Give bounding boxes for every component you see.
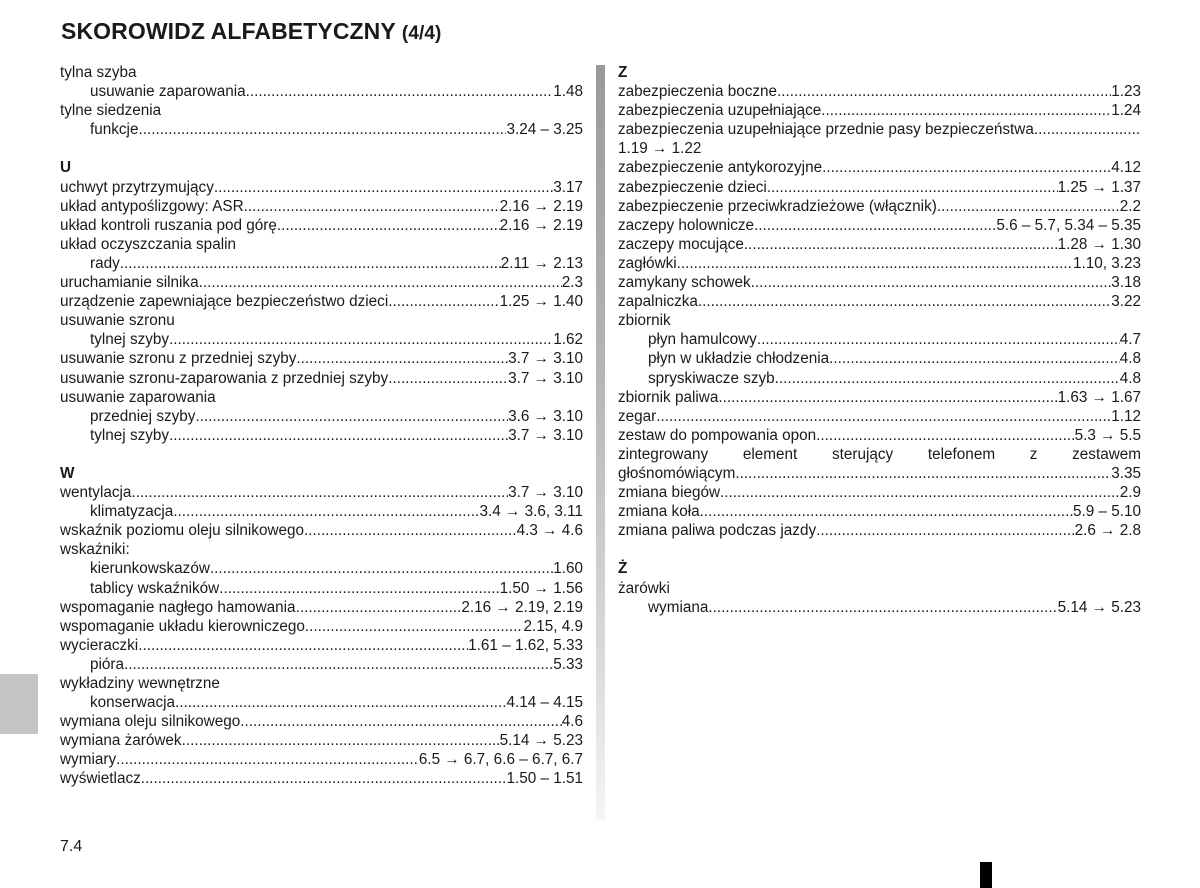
page-reference: 2.9 [1119, 484, 1141, 502]
entry-label: zmiana biegów [618, 484, 721, 502]
index-subentry [60, 655, 583, 674]
index-subentry [618, 369, 1141, 388]
entry-label: funkcje [90, 121, 139, 139]
page-reference: 4.12 [1111, 159, 1141, 177]
dot-leader [718, 388, 1057, 407]
index-entry [60, 178, 583, 197]
dot-leader [173, 502, 479, 521]
entry-label: zapalniczka [618, 293, 698, 311]
index-subentry [60, 120, 583, 139]
page-reference: 5.14 → 5.23 [1057, 598, 1141, 616]
dot-leader [131, 483, 508, 502]
index-entry [618, 464, 1141, 483]
page-reference: 3.7 → 3.10 [508, 350, 583, 368]
title-part: (4/4) [401, 23, 442, 44]
entry-label: głośnomówiącym [618, 464, 736, 482]
dot-leader [751, 273, 1112, 292]
page-reference: 2.16 → 2.19, 2.19 [461, 598, 583, 616]
index-entry [618, 254, 1141, 273]
page-reference: 2.3 [561, 274, 583, 292]
index-entry [618, 120, 1141, 139]
dot-leader [829, 349, 1120, 368]
index-entry [60, 731, 583, 750]
dot-leader [124, 655, 553, 674]
dot-leader [720, 483, 1120, 502]
page-reference: 1.50 – 1.51 [506, 770, 583, 788]
crop-mark [980, 862, 992, 888]
index-subentry [60, 502, 583, 521]
entry-label: urządzenie zapewniające bezpieczeństwo dzieci [60, 293, 389, 311]
section-letter: U [60, 159, 72, 177]
page-reference: 5.9 – 5.10 [1072, 503, 1141, 521]
index-heading: wykładziny wewnętrzne [60, 675, 220, 692]
entry-label: wymiana żarówek [60, 732, 182, 750]
index-heading: tylna szyba [60, 64, 137, 81]
page-reference: 1.48 [553, 83, 583, 101]
dot-leader [214, 178, 553, 197]
index-entry [618, 483, 1141, 502]
index-subentry [60, 579, 583, 598]
entry-label: usuwanie zaparowania [90, 83, 246, 101]
dot-leader [175, 693, 506, 712]
index-subentry [618, 598, 1141, 617]
index-heading: układ oczyszczania spalin [60, 235, 237, 253]
index-entry [618, 502, 1141, 521]
dot-leader [744, 235, 1058, 254]
page-reference: 3.17 [553, 178, 583, 196]
page-reference: 3.18 [1111, 274, 1141, 292]
page-reference: 1.25 → 1.37 [1057, 178, 1141, 196]
page-reference: 5.6 – 5.7, 5.34 – 5.35 [996, 216, 1141, 234]
index-subentry [60, 330, 583, 349]
dot-leader [677, 254, 1073, 273]
entry-label: uruchamianie silnika [60, 274, 199, 292]
entry-label: wymiana [648, 598, 709, 616]
entry-label: tablicy wskaźników [90, 579, 220, 597]
index-column-right [618, 63, 1141, 617]
index-entry [60, 750, 583, 769]
entry-label: płyn hamulcowy [648, 331, 757, 349]
dot-leader [305, 617, 524, 636]
page-reference: 5.14 → 5.23 [499, 732, 583, 750]
entry-label: zabezpieczenia boczne [618, 83, 778, 101]
entry-label: wymiana oleju silnikowego [60, 713, 241, 731]
index-entry [618, 521, 1141, 540]
entry-label: zabezpieczenia uzupełniające [618, 102, 822, 120]
index-entry [618, 235, 1141, 254]
dot-leader [116, 750, 419, 769]
dot-leader [388, 369, 508, 388]
entry-label: zestaw do pompowania opon [618, 426, 817, 444]
index-subentry [60, 559, 583, 578]
index-subentry [60, 254, 583, 273]
index-entry [60, 292, 583, 311]
dot-leader [141, 769, 507, 788]
spacer [60, 139, 583, 158]
dot-leader [195, 407, 508, 426]
entry-label: kierunkowskazów [90, 560, 210, 578]
entry-label: tylnej szyby [90, 426, 170, 444]
entry-label: wycieraczki [60, 636, 139, 654]
dot-leader [199, 273, 562, 292]
entry-label: płyn w układzie chłodzenia [648, 350, 830, 368]
entry-label: układ kontroli ruszania pod górę [60, 216, 277, 234]
dot-leader [169, 330, 553, 349]
entry-label: zmiana paliwa podczas jazdy [618, 522, 817, 540]
index-heading: tylne siedzenia [60, 102, 162, 120]
index-entry [60, 349, 583, 368]
page-reference: 2.15, 4.9 [523, 617, 583, 635]
index-subentry [618, 330, 1141, 349]
index-column-left [60, 63, 583, 789]
entry-label: pióra [90, 655, 125, 673]
index-entry [60, 197, 583, 216]
index-entry [60, 712, 583, 731]
entry-label: wspomaganie nagłego hamowania [60, 598, 296, 616]
page-title [61, 18, 442, 45]
index-entry [618, 82, 1141, 101]
page-reference: 5.33 [553, 655, 583, 673]
entry-label: uchwyt przytrzymujący [60, 178, 214, 196]
page-reference: 2.16 → 2.19 [499, 197, 583, 215]
entry-label: usuwanie szronu-zaparowania z przedniej szyby [60, 369, 389, 387]
entry-label: tylnej szyby [90, 331, 170, 349]
entry-label: wspomaganie układu kierowniczego [60, 617, 305, 635]
page-reference: 6.5 → 6.7, 6.6 – 6.7, 6.7 [418, 751, 583, 769]
page-reference: 2.6 → 2.8 [1074, 522, 1141, 540]
entry-label: przedniej szyby [90, 407, 196, 425]
index-entry [618, 426, 1141, 445]
page-reference: 3.7 → 3.10 [508, 369, 583, 387]
entry-label: zamykany schowek [618, 274, 751, 292]
entry-label: wyświetlacz [60, 770, 141, 788]
dot-leader [816, 521, 1075, 540]
index-entry [60, 617, 583, 636]
index-entry [618, 216, 1141, 235]
page-reference: 2.16 → 2.19 [499, 216, 583, 234]
dot-leader [169, 426, 508, 445]
page-reference: 1.10, 3.23 [1072, 254, 1141, 272]
dot-leader [777, 82, 1111, 101]
page-reference: 3.7 → 3.10 [508, 484, 583, 502]
dot-leader [138, 120, 506, 139]
page-reference: 1.63 → 1.67 [1057, 388, 1141, 406]
dot-leader [816, 426, 1075, 445]
spacer [60, 445, 583, 464]
page-reference: 4.8 [1119, 350, 1141, 368]
index-heading: usuwanie zaparowania [60, 388, 216, 406]
dot-leader [735, 464, 1111, 483]
dot-leader [937, 197, 1120, 216]
page-reference: 1.28 → 1.30 [1057, 235, 1141, 253]
index-entry [60, 769, 583, 788]
index-subentry [60, 426, 583, 445]
dot-leader [240, 712, 561, 731]
dot-leader [700, 502, 1073, 521]
entry-label: zbiornik paliwa [618, 388, 719, 406]
dot-leader [775, 369, 1120, 388]
dot-leader [822, 158, 1111, 177]
dot-leader [708, 598, 1057, 617]
dot-leader [388, 292, 499, 311]
page-reference: 1.50 → 1.56 [499, 579, 583, 597]
index-entry [618, 158, 1141, 177]
section-letter: W [60, 464, 75, 482]
page-reference: 1.12 [1111, 407, 1141, 425]
dot-leader [138, 636, 468, 655]
page-reference: 3.24 – 3.25 [506, 121, 583, 139]
dot-leader [277, 216, 500, 235]
index-entry [618, 178, 1141, 197]
entry-label: usuwanie szronu z przedniej szyby [60, 350, 297, 368]
dot-leader [821, 101, 1111, 120]
page-reference: 1.61 – 1.62, 5.33 [468, 636, 583, 654]
index-subentry [60, 407, 583, 426]
dot-leader [1034, 120, 1141, 139]
page-reference: 3.6 → 3.10 [508, 407, 583, 425]
entry-label: zmiana koła [618, 503, 700, 521]
index-entry [60, 598, 583, 617]
page-reference: 1.62 [553, 331, 583, 349]
entry-label: wymiary [60, 751, 117, 769]
index-entry [60, 369, 583, 388]
spacer [618, 540, 1141, 559]
index-entry [60, 216, 583, 235]
page-reference: 3.22 [1111, 293, 1141, 311]
index-subentry [60, 82, 583, 101]
column-divider [596, 65, 605, 820]
dot-leader [246, 82, 554, 101]
page-reference: 1.23 [1111, 83, 1141, 101]
dot-leader [182, 731, 500, 750]
entry-label: klimatyzacja [90, 503, 174, 521]
page-reference: 4.8 [1119, 369, 1141, 387]
dot-leader [698, 292, 1111, 311]
dot-leader [296, 349, 508, 368]
index-entry [618, 101, 1141, 120]
index-entry [618, 273, 1141, 292]
dot-leader [304, 521, 517, 540]
index-heading: usuwanie szronu [60, 312, 175, 330]
page-reference: 4.3 → 4.6 [516, 522, 583, 540]
index-subentry [618, 349, 1141, 368]
dot-leader [210, 559, 553, 578]
page-reference: 2.11 → 2.13 [500, 254, 583, 272]
entry-label: zabezpieczenie antykorozyjne [618, 159, 823, 177]
index-entry [618, 407, 1141, 426]
section-tab-marker [0, 674, 38, 734]
page-reference: 1.60 [553, 560, 583, 578]
index-heading: zintegrowany element sterujący telefonem z zestawem [618, 445, 1141, 463]
dot-leader [244, 197, 500, 216]
index-heading: zbiornik [618, 312, 671, 330]
page-reference: 4.7 [1119, 331, 1141, 349]
dot-leader [219, 579, 499, 598]
page-reference: 4.6 [561, 713, 583, 731]
page-reference: 3.7 → 3.10 [508, 426, 583, 444]
page-reference: 1.25 → 1.40 [499, 293, 583, 311]
dot-leader [296, 598, 462, 617]
index-heading: wskaźniki: [60, 541, 130, 559]
entry-label: zagłówki [618, 254, 677, 272]
dot-leader [767, 178, 1058, 197]
page-reference: 3.35 [1111, 464, 1141, 482]
dot-leader [656, 407, 1111, 426]
entry-label: zabezpieczenia uzupełniające przednie pasy bezpieczeństwa [618, 121, 1034, 139]
entry-label: zaczepy holownicze [618, 216, 755, 234]
section-letter: Z [618, 64, 628, 81]
entry-label: wskaźnik poziomu oleju silnikowego [60, 522, 305, 540]
section-letter: Ż [618, 560, 628, 578]
entry-label: układ antypoślizgowy: ASR [60, 197, 244, 215]
index-entry [60, 636, 583, 655]
index-entry [60, 273, 583, 292]
index-subentry [60, 693, 583, 712]
dot-leader [120, 254, 501, 273]
index-entry [618, 388, 1141, 407]
index-entry [60, 521, 583, 540]
entry-label: zegar [618, 407, 657, 425]
page-reference: 5.3 → 5.5 [1074, 426, 1141, 444]
entry-label: zabezpieczenie przeciwkradzieżowe (włącznik) [618, 197, 937, 215]
dot-leader [757, 330, 1120, 349]
entry-label: spryskiwacze szyb [648, 369, 775, 387]
entry-label: konserwacja [90, 694, 176, 712]
index-entry [618, 292, 1141, 311]
page-reference: 1.24 [1111, 102, 1141, 120]
index-entry [60, 483, 583, 502]
entry-label: rady [90, 254, 120, 272]
index-entry [618, 197, 1141, 216]
page-reference: 4.14 – 4.15 [506, 694, 583, 712]
page-reference: 3.4 → 3.6, 3.11 [479, 503, 583, 521]
title-text: SKOROWIDZ ALFABETYCZNY [61, 18, 396, 44]
entry-label: wentylacja [60, 484, 132, 502]
entry-label: zabezpieczenie dzieci [618, 178, 767, 196]
index-heading: 1.19 → 1.22 [618, 140, 702, 158]
dot-leader [754, 216, 996, 235]
page-number: 7.4 [60, 838, 83, 855]
page-reference: 2.2 [1119, 197, 1141, 215]
entry-label: zaczepy mocujące [618, 235, 744, 253]
index-heading: żarówki [618, 579, 670, 597]
